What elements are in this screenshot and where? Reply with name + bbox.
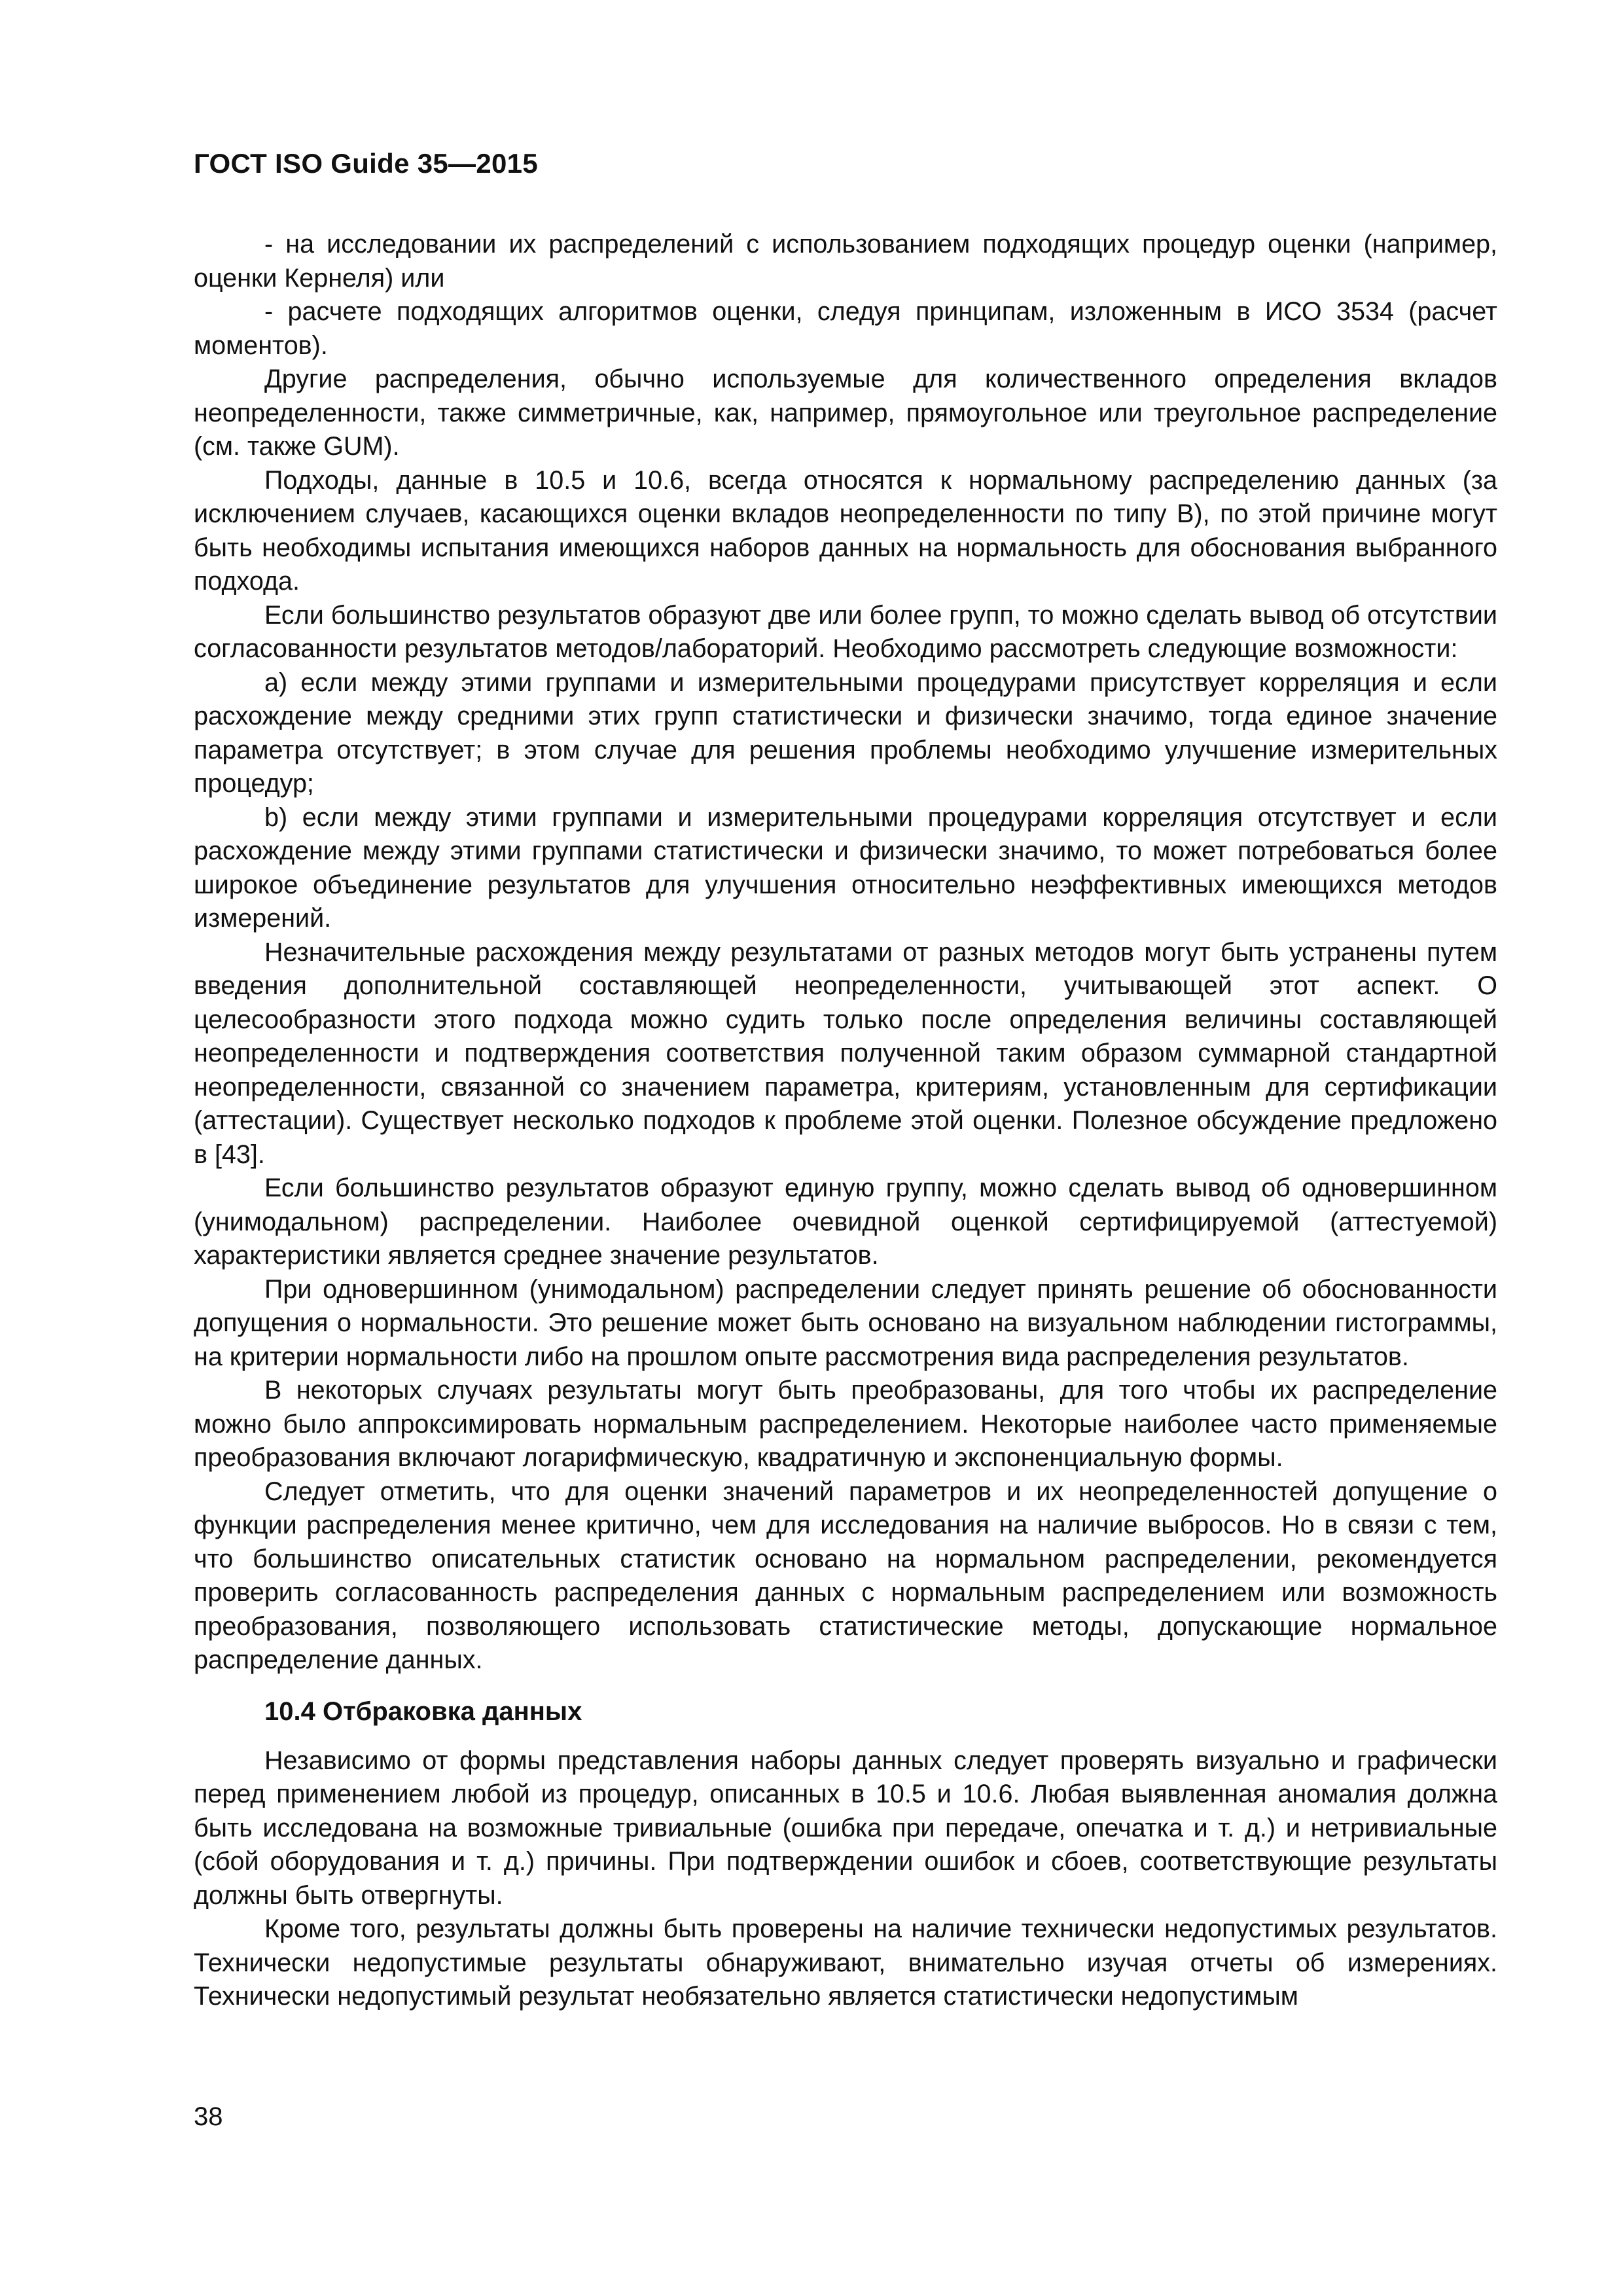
paragraph: Следует отметить, что для оценки значений параметров и их неопределенностей допущение о функции распределения менее критично, чем для исследования на наличие выбросов. Но в связи с тем, что большинство описательных статистик основано на нормальном распределении, рекомендуется проверить согласованность распределения данных с нормальным распределением или возможность преобразования, позволяющего использовать статистические методы, допускающие нормальное распределение данных. (194, 1477, 1497, 1674)
paragraph: Если большинство результатов образуют две или более групп, то можно сделать вывод об отсутствии согласованности результатов методов/лабораторий. Необходимо рассмотреть следующие возможности: (194, 600, 1497, 663)
paragraph: Незначительные расхождения между результатами от разных методов могут быть устранены путем введения дополнительной составляющей неопределенности, учитывающей этот аспект. О целесообразности этого подхода можно судить только после определения величины составляющей неопределенности и подтверждения соответствия полученной таким образом суммарной стандартной неопределенности, связанной со значением параметра, критериям, установленным для сертификации (аттестации). Существует несколько подходов к проблеме этой оценки. Полезное обсуждение предложено в [43]. (194, 937, 1497, 1169)
paragraph: - расчете подходящих алгоритмов оценки, следуя принципам, изложенным в ИСО 3534 (расчет моментов). (194, 297, 1497, 360)
paragraph: Кроме того, результаты должны быть проверены на наличие технически недопустимых результатов. Технически недопустимые результаты обнаруживают, внимательно изучая отчеты об измерениях. Технически недопустимый результат необязательно является статистически недопустимым (194, 1914, 1497, 2011)
page-number: 38 (194, 2102, 223, 2131)
document-header: ГОСТ ISO Guide 35—2015 (194, 148, 538, 179)
paragraph: В некоторых случаях результаты могут быть преобразованы, для того чтобы их распределение можно было аппроксимировать нормальным распределением. Некоторые наиболее часто применяемые преобразования включают логарифмическую, квадратичную и экспоненциальную формы. (194, 1376, 1497, 1472)
paragraph: - на исследовании их распределений с использованием подходящих процедур оценки (например, оценки Кернеля) или (194, 230, 1497, 293)
paragraph: При одновершинном (унимодальном) распределении следует принять решение об обоснованности допущения о нормальности. Это решение может быть основано на визуальном наблюдении гистограммы, на критерии нормальности либо на прошлом опыте рассмотрения вида распределения результатов. (194, 1274, 1497, 1371)
paragraph: Если большинство результатов образуют единую группу, можно сделать вывод об одновершинном (унимодальном) распределении. Наиболее очевидной оценкой сертифицируемой (аттестуемой) характеристики является среднее значение результатов. (194, 1174, 1497, 1270)
paragraph: Подходы, данные в 10.5 и 10.6, всегда относятся к нормальному распределению данных (за исключением случаев, касающихся оценки вкладов неопределенности по типу B), по этой причине могут быть необходимы испытания имеющихся наборов данных на нормальность для обоснования выбранного подхода. (194, 465, 1497, 596)
paragraph: Независимо от формы представления наборы данных следует проверять визуально и графически перед применением любой из процедур, описанных в 10.5 и 10.6. Любая выявленная аномалия должна быть исследована на возможные тривиальные (ошибка при передаче, опечатка и т. д.) и нетривиальные (сбой оборудования и т. д.) причины. При подтверждении ошибок и сбоев, соответствующие результаты должны быть отвергнуты. (194, 1746, 1497, 1910)
paragraph: Другие распределения, обычно используемые для количественного определения вкладов неопределенности, также симметричные, как, например, прямоугольное или треугольное распределение (см. также GUM). (194, 365, 1497, 461)
document-body (194, 228, 1497, 2014)
section-heading: 10.4 Отбраковка данных (264, 1696, 582, 1726)
list-item-b: b) если между этими группами и измерительными процедурами корреляция отсутствует и если расхождение между этими группами статистически и физически значимо, то может потребоваться более широкое объединение результатов для улучшения относительно неэффективных имеющихся методов измерений. (194, 802, 1497, 933)
list-item-a: a) если между этими группами и измерительными процедурами присутствует корреляция и если расхождение между средними этих групп статистически и физически значимо, тогда единое значение параметра отсутствует; в этом случае для решения проблемы необходимо улучшение измерительных процедур; (194, 668, 1497, 798)
